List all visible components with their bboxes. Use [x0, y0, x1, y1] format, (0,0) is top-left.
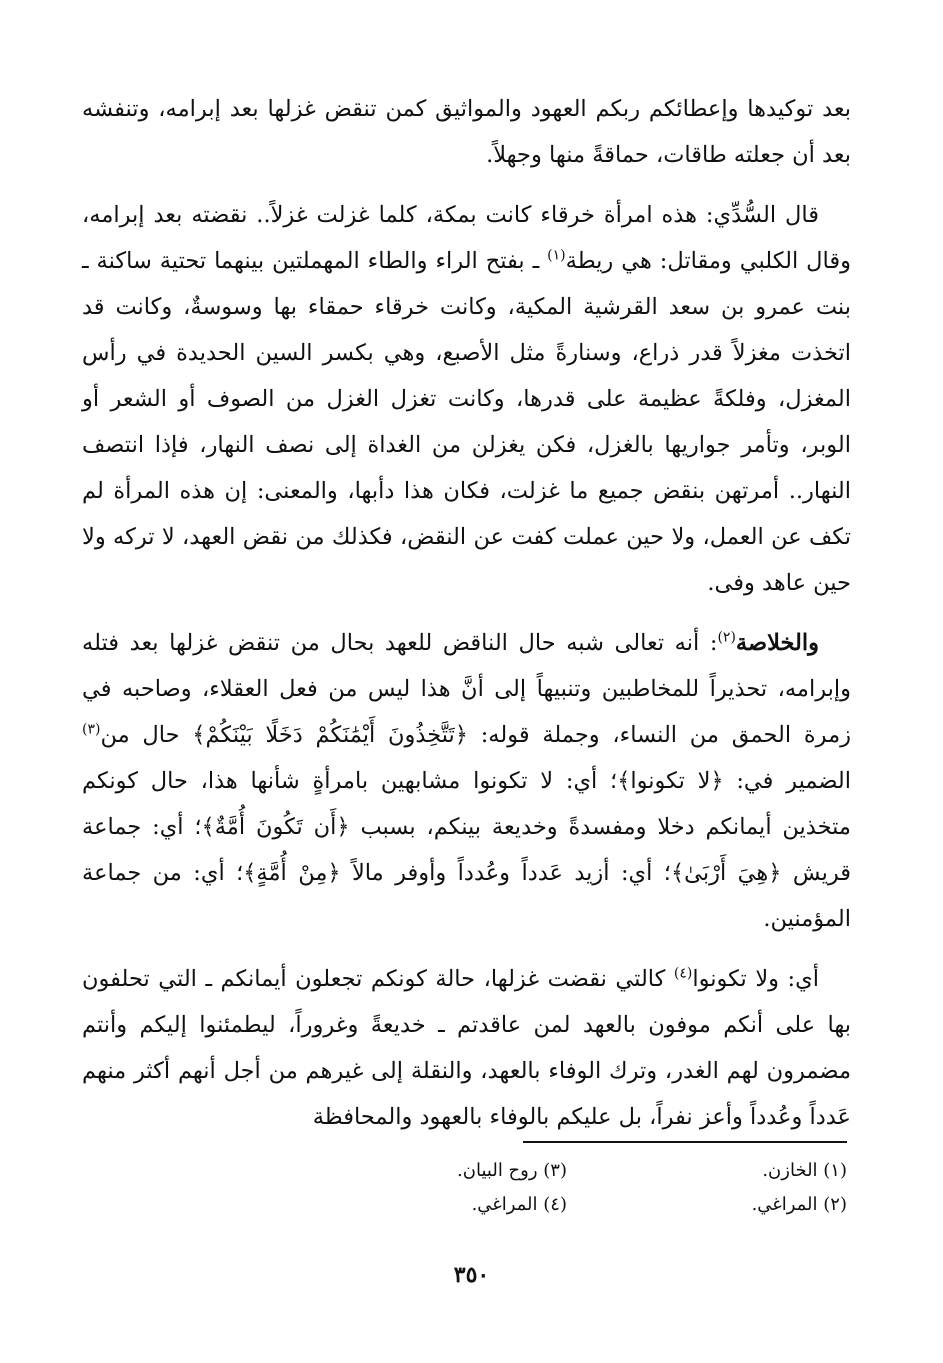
paragraph-3-text-b: الضمير في: ﴿لا تكونوا﴾؛ أي: لا تكونوا مشابهين بامرأةٍ شأنها هذا، حال كونكم متخذين أيمانكم دخلا ومفسدةً وخديعة بينكم، بسبب ﴿أَن تَكُونَ أُمَّةٌ﴾؛ أي: جماعة قريش ﴿هِيَ أَرْبَىٰ﴾؛ أي: أزيد عَدداً وعُدداً وأوفر مالاً ﴿مِنْ أُمَّةٍ﴾؛ أي: من جماعة المؤمنين. — [82, 768, 851, 932]
paragraph-2-text-a: قال السُّدِّي: هذه امرأة خرقاء كانت بمكة، كلما غزلت غزلاً.. نقضته بعد إبرامه، وقال الكلبي ومقاتل: هي ريطة — [82, 202, 851, 274]
footnote-ref-4: (٤) — [673, 965, 693, 982]
paragraph-4 — [82, 956, 851, 1140]
page-number: ٣٥٠ — [453, 1262, 490, 1288]
footnote-ref-1: (١) — [547, 247, 566, 264]
footnote-4: (٤) المراغي. — [471, 1194, 567, 1215]
paragraph-2-text-b: ـ بفتح الراء والطاء المهملتين بينهما تحتية ساكنة ـ بنت عمرو بن سعد القرشية المكية، وكانت خرقاء حمقاء بها وسوسةٌ، وكانت قد اتخذت مغزلاً قدر ذراع، وسنارةً مثل الأصبع، وهي بكسر السين الحديدة في رأس المغزل، وفلكةً عظيمة على قدرها، وكانت تغزل الغزل من الصوف أو الشعر أو الوبر، وتأمر جواريها بالغزل، فكن يغزلن من الغداة إلى نصف النهار، فإذا انتصف النهار.. أمرتهن بنقض جميع ما غزلت، فكان هذا دأبها، والمعنى: إن هذه المرأة لم تكف عن العمل، ولا حين عملت كفت عن النقض، فكذلك من نقض العهد، لا تركه ولا حين عاهد وفى. — [82, 248, 851, 596]
summary-heading: والخلاصة — [735, 630, 819, 656]
paragraph-4-text-b: كالتي نقضت غزلها، حالة كونكم تجعلون أيمانكم ـ التي تحلفون بها على أنكم موفون بالعهد لمن عاقدتم ـ خديعةً وغروراً، ليطمئنوا إليكم وأنتم مضمرون لهم الغدر، وترك الوفاء بالعهد، والنقلة إلى غيرهم من أجل أنهم أكثر منهم عَدداً وعُدداً وأعز نفراً، بل عليكم بالوفاء بالعهود والمحافظة — [82, 966, 851, 1130]
paragraph-3 — [82, 620, 851, 942]
footnote-ref-2: (٢) — [717, 629, 736, 646]
footnote-2: (٢) المراغي. — [751, 1194, 847, 1215]
footnote-ref-3: (٣) — [82, 721, 101, 738]
footnotes — [287, 1154, 847, 1222]
footnote-1: (١) الخازن. — [762, 1160, 847, 1181]
paragraph-2 — [82, 192, 851, 606]
paragraph-1 — [82, 86, 851, 178]
paragraph-3-text-a: : أنه تعالى شبه حال الناقض للعهد بحال من تنقض غزلها بعد فتله وإبرامه، تحذيراً للمخاطبين وتنبيهاً إلى أنَّ هذا ليس من فعل العقلاء، وصاحبه في زمرة الحمق من النساء، وجملة قوله: ﴿تَتَّخِذُونَ أَيْمَٰنَكُمْ دَخَلًا بَيْنَكُمْ﴾ حال من — [82, 630, 851, 748]
footnote-3: (٣) روح البيان. — [457, 1160, 567, 1181]
paragraph-4-text-a: أي: ولا تكونوا — [692, 966, 819, 992]
paragraph-1-text: بعد توكيدها وإعطائكم ربكم العهود والمواثيق كمن تنقض غزلها بعد إبرامه، وتنفشه بعد أن جعلته طاقات، حماقةً منها وجهلاً. — [82, 96, 851, 168]
footnote-separator — [523, 1141, 847, 1143]
